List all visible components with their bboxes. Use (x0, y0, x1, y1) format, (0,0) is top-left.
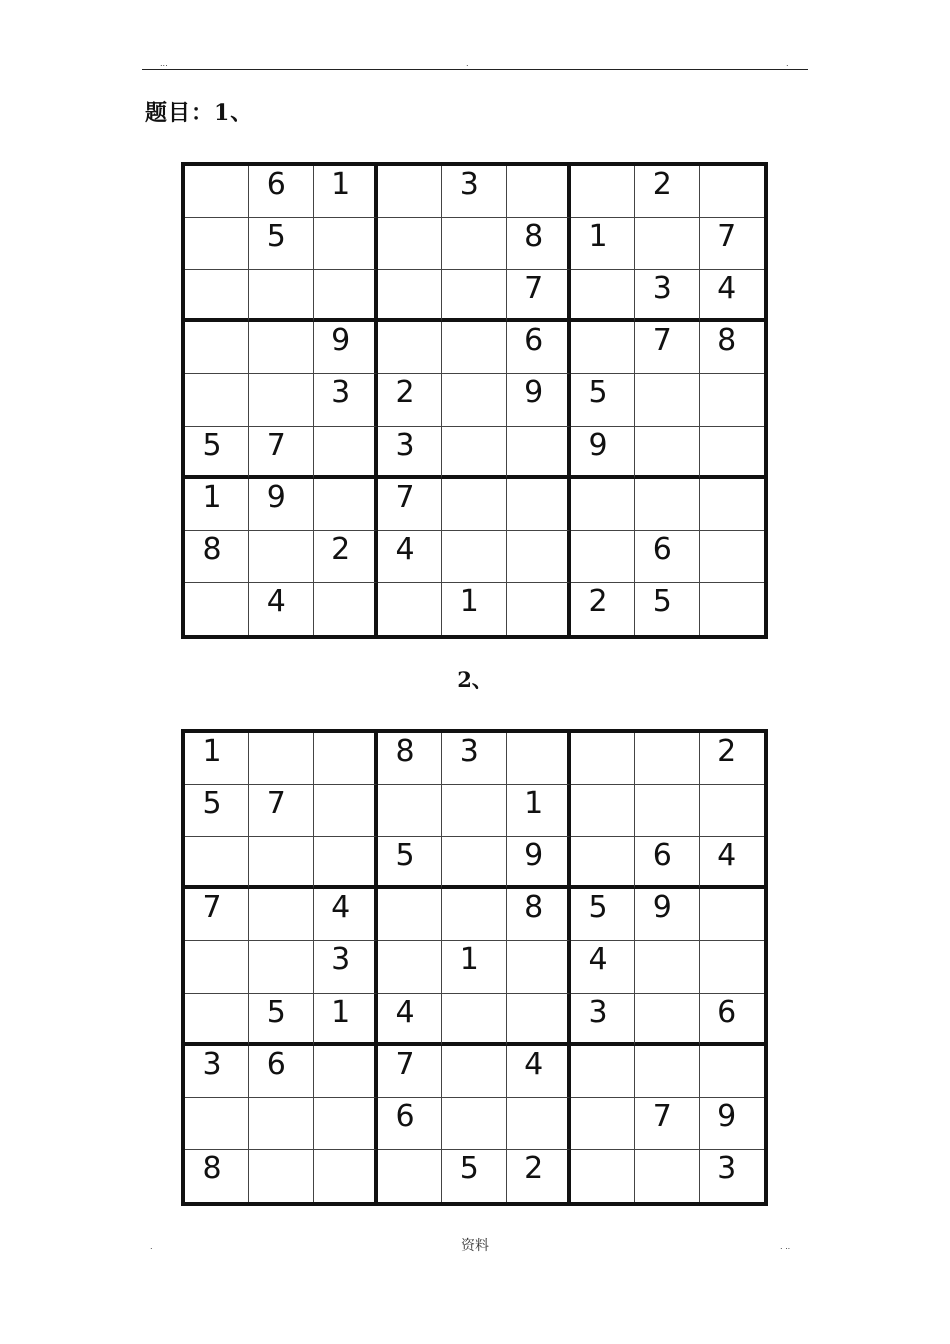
sudoku-cell: 9 (571, 427, 635, 479)
sudoku-cell (700, 941, 764, 993)
sudoku-cell: 9 (314, 322, 378, 374)
sudoku-cell (314, 837, 378, 889)
sudoku-cell (635, 1150, 699, 1202)
sudoku-cell (571, 785, 635, 837)
sudoku-cell (249, 322, 313, 374)
sudoku-cell: 4 (378, 531, 442, 583)
sudoku-cell: 4 (314, 889, 378, 941)
sudoku-cell (378, 218, 442, 270)
sudoku-cell (249, 531, 313, 583)
sudoku-cell: 1 (507, 785, 571, 837)
sudoku-cell (571, 531, 635, 583)
sudoku-cell: 8 (185, 531, 249, 583)
sudoku-cell (185, 583, 249, 635)
sudoku-cell (507, 166, 571, 218)
sudoku-cell (378, 785, 442, 837)
sudoku-cell (442, 1098, 506, 1150)
sudoku-cell: 3 (571, 994, 635, 1046)
sudoku-cell: 6 (378, 1098, 442, 1150)
sudoku-cell (314, 218, 378, 270)
sudoku-cell (635, 785, 699, 837)
sudoku-cell (314, 785, 378, 837)
sudoku-cell (700, 785, 764, 837)
sudoku-cell (507, 427, 571, 479)
sudoku-cell: 4 (378, 994, 442, 1046)
sudoku-cell (571, 270, 635, 322)
sudoku-cell (378, 941, 442, 993)
sudoku-cell: 3 (442, 733, 506, 785)
sudoku-cell (700, 1046, 764, 1098)
sudoku-cell: 7 (700, 218, 764, 270)
sudoku-cell (442, 218, 506, 270)
sudoku-cell (635, 994, 699, 1046)
sudoku-cell (700, 427, 764, 479)
sudoku-cell (249, 270, 313, 322)
sudoku-cell: 7 (249, 427, 313, 479)
puzzle-2-label: 2、 (457, 667, 493, 692)
sudoku-cell (635, 427, 699, 479)
sudoku-cell (185, 374, 249, 426)
sudoku-cell (314, 1150, 378, 1202)
sudoku-cell (700, 531, 764, 583)
sudoku-cell (442, 427, 506, 479)
sudoku-cell: 8 (700, 322, 764, 374)
sudoku-cell (700, 583, 764, 635)
sudoku-cell (507, 733, 571, 785)
sudoku-cell (700, 889, 764, 941)
sudoku-cell (442, 889, 506, 941)
sudoku-cell (378, 322, 442, 374)
sudoku-cell (314, 427, 378, 479)
header-right-mark: . (786, 59, 789, 68)
sudoku-cell: 7 (635, 322, 699, 374)
sudoku-cell: 7 (378, 479, 442, 531)
sudoku-cell: 5 (185, 785, 249, 837)
sudoku-cell: 2 (314, 531, 378, 583)
sudoku-cell (249, 733, 313, 785)
sudoku-cell: 5 (249, 218, 313, 270)
sudoku-cell (442, 531, 506, 583)
sudoku-cell (185, 166, 249, 218)
header-left-mark: ... (160, 59, 168, 68)
sudoku-cell (314, 1098, 378, 1150)
footer-left-mark: . (150, 1242, 153, 1251)
sudoku-cell (571, 479, 635, 531)
sudoku-cell: 4 (571, 941, 635, 993)
sudoku-cell (314, 479, 378, 531)
sudoku-cell (249, 374, 313, 426)
sudoku-cell (507, 479, 571, 531)
sudoku-cell: 7 (378, 1046, 442, 1098)
sudoku-cell (700, 374, 764, 426)
sudoku-cell: 9 (249, 479, 313, 531)
sudoku-cell (249, 889, 313, 941)
sudoku-cell: 2 (700, 733, 764, 785)
sudoku-cell: 6 (700, 994, 764, 1046)
sudoku-cell (378, 270, 442, 322)
footer-text: 资料 (461, 1238, 489, 1254)
sudoku-cell (185, 322, 249, 374)
sudoku-cell (378, 1150, 442, 1202)
sudoku-cell: 2 (571, 583, 635, 635)
sudoku-cell: 3 (378, 427, 442, 479)
sudoku-cell (571, 1046, 635, 1098)
sudoku-cell: 4 (507, 1046, 571, 1098)
sudoku-cell (185, 994, 249, 1046)
sudoku-grid-1 (181, 162, 768, 639)
sudoku-cell: 5 (635, 583, 699, 635)
sudoku-cell: 3 (635, 270, 699, 322)
sudoku-cell (700, 166, 764, 218)
sudoku-cell: 6 (249, 166, 313, 218)
sudoku-cell (507, 994, 571, 1046)
sudoku-cell: 7 (635, 1098, 699, 1150)
sudoku-cell (249, 837, 313, 889)
sudoku-cell (571, 166, 635, 218)
sudoku-cell: 3 (314, 374, 378, 426)
sudoku-cell: 9 (507, 374, 571, 426)
sudoku-cell: 8 (378, 733, 442, 785)
sudoku-cell: 5 (571, 374, 635, 426)
sudoku-cell (185, 218, 249, 270)
sudoku-cell: 2 (378, 374, 442, 426)
sudoku-cell (507, 531, 571, 583)
sudoku-cell (442, 374, 506, 426)
sudoku-cell (571, 1098, 635, 1150)
sudoku-cell (249, 941, 313, 993)
sudoku-cell: 7 (249, 785, 313, 837)
sudoku-cell (635, 1046, 699, 1098)
header-center-mark: . (466, 59, 469, 68)
sudoku-cell: 3 (185, 1046, 249, 1098)
sudoku-cell: 5 (249, 994, 313, 1046)
sudoku-cell (571, 733, 635, 785)
sudoku-cell: 3 (717, 1150, 737, 1186)
sudoku-cell (442, 994, 506, 1046)
sudoku-cell (635, 374, 699, 426)
sudoku-cell: 4 (249, 583, 313, 635)
sudoku-cell (314, 733, 378, 785)
sudoku-cell: 4 (700, 837, 764, 889)
sudoku-cell (571, 322, 635, 374)
footer-right-mark: . .. (780, 1242, 791, 1251)
sudoku-cell: 1 (314, 994, 378, 1046)
sudoku-cell (378, 583, 442, 635)
sudoku-cell: 1 (185, 733, 249, 785)
sudoku-cell (442, 785, 506, 837)
sudoku-cell: 1 (442, 941, 506, 993)
sudoku-cell (314, 1046, 378, 1098)
sudoku-cell: 1 (314, 166, 378, 218)
sudoku-cell: 6 (507, 322, 571, 374)
sudoku-cell (249, 1098, 313, 1150)
sudoku-cell: 8 (507, 889, 571, 941)
sudoku-cell: 5 (185, 427, 249, 479)
sudoku-cell (185, 1098, 249, 1150)
sudoku-cell (507, 941, 571, 993)
page-title: 题目：1、 (145, 100, 254, 126)
sudoku-cell (507, 1098, 571, 1150)
sudoku-cell (378, 889, 442, 941)
sudoku-cell (249, 1150, 313, 1202)
sudoku-cell (378, 166, 442, 218)
sudoku-cell (571, 837, 635, 889)
sudoku-cell (635, 941, 699, 993)
sudoku-cell: 1 (185, 479, 249, 531)
sudoku-cell (185, 941, 249, 993)
sudoku-cell (442, 837, 506, 889)
sudoku-cell: 9 (635, 889, 699, 941)
sudoku-cell: 7 (507, 270, 571, 322)
sudoku-cell: 2 (635, 166, 699, 218)
sudoku-cell (185, 837, 249, 889)
sudoku-cell: 2 (507, 1150, 571, 1202)
sudoku-cell (442, 322, 506, 374)
sudoku-cell (635, 733, 699, 785)
sudoku-cell (507, 583, 571, 635)
sudoku-cell (314, 583, 378, 635)
sudoku-cell: 7 (185, 889, 249, 941)
sudoku-cell: 5 (378, 837, 442, 889)
sudoku-cell: 5 (442, 1150, 506, 1202)
sudoku-cell: 4 (700, 270, 764, 322)
sudoku-cell (700, 479, 764, 531)
sudoku-cell (442, 270, 506, 322)
sudoku-cell (185, 270, 249, 322)
header-rule (142, 69, 808, 70)
sudoku-cell (442, 479, 506, 531)
sudoku-cell: 9 (507, 837, 571, 889)
sudoku-cell (442, 1046, 506, 1098)
sudoku-cell: 9 (700, 1098, 764, 1150)
sudoku-cell: 1 (571, 218, 635, 270)
sudoku-cell: 1 (442, 583, 506, 635)
sudoku-cell: 6 (249, 1046, 313, 1098)
sudoku-cell: 8 (507, 218, 571, 270)
sudoku-cell (571, 1150, 635, 1202)
sudoku-cell: 8 (185, 1150, 249, 1202)
sudoku-cell (635, 218, 699, 270)
sudoku-cell (314, 270, 378, 322)
sudoku-cell: 6 (635, 531, 699, 583)
sudoku-cell: 6 (635, 837, 699, 889)
sudoku-cell: 3 (442, 166, 506, 218)
sudoku-cell (635, 479, 699, 531)
sudoku-cell: 5 (571, 889, 635, 941)
sudoku-cell: 3 (314, 941, 378, 993)
sudoku-grid-2 (181, 729, 768, 1206)
